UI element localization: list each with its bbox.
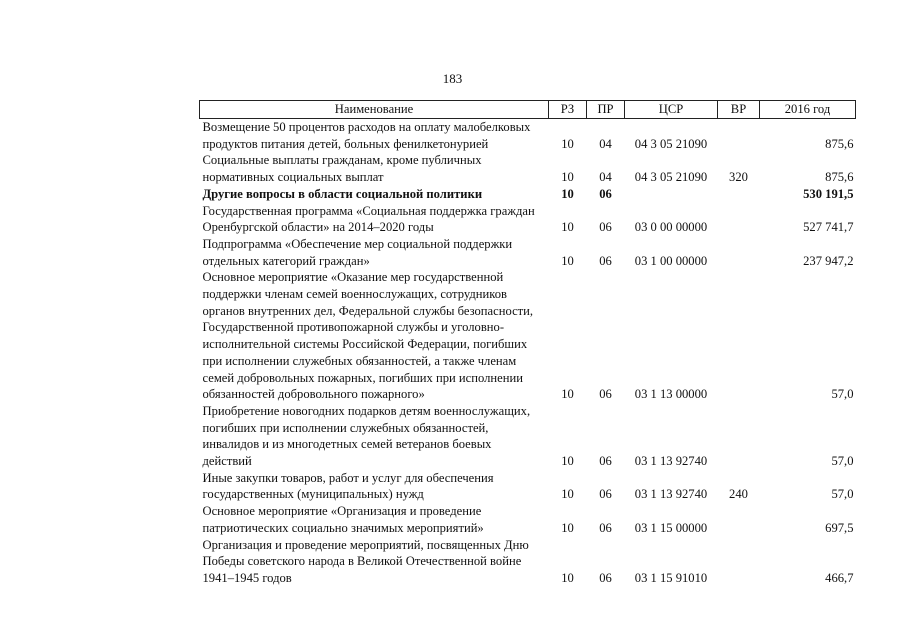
row-name-line: нормативных социальных выплат (202, 170, 384, 185)
row-rz: 10 (561, 253, 574, 268)
row-csr: 03 1 13 00000 (634, 387, 708, 402)
header-sum-2016: 2016 год (760, 101, 856, 119)
row-pr: 06 (599, 570, 612, 585)
row-name-line: при исполнении служебных обязанностей, а также членам (202, 353, 517, 368)
header-name: Наименование (200, 101, 549, 119)
row-name-line: органов внутренних дел, Федеральной службы безопасности, (202, 303, 534, 318)
row-name-line: Основное мероприятие «Оказание мер государственной (202, 270, 504, 285)
header-pr: ПР (587, 101, 625, 119)
row-csr: 04 3 05 21090 (634, 136, 708, 151)
row-sum-2016: 57,0 (831, 487, 854, 502)
row-sum-2016: 530 191,5 (803, 186, 854, 201)
row-csr: 03 1 00 00000 (634, 253, 708, 268)
row-rz: 10 (561, 170, 574, 185)
row-rz: 10 (561, 520, 574, 535)
row-pr: 04 (599, 136, 612, 151)
row-vr (718, 503, 760, 536)
row-sum-2016: 527 741,7 (803, 220, 854, 235)
row-sum-2016: 466,7 (825, 570, 854, 585)
row-name (200, 537, 549, 587)
table-body (200, 119, 856, 587)
row-name-line: погибших при исполнении служебных обязанностей, (202, 420, 489, 435)
row-name (200, 470, 549, 503)
row-pr: 06 (599, 220, 612, 235)
row-csr: 03 1 13 92740 (634, 487, 708, 502)
row-vr (718, 537, 760, 587)
row-name-line: поддержки членам семей военнослужащих, сотрудников (202, 287, 507, 302)
row-pr: 04 (599, 170, 612, 185)
row-name-line: 1941–1945 годов (202, 570, 292, 585)
row-csr (625, 186, 718, 203)
table-row (200, 269, 856, 403)
row-pr: 06 (599, 186, 612, 201)
row-rz: 10 (561, 487, 574, 502)
row-sum-2016: 237 947,2 (803, 253, 854, 268)
row-name-line: Приобретение новогодних подарков детям военнослужащих, (202, 403, 531, 418)
row-name-line: семей добровольных пожарных, погибших при исполнении (202, 370, 523, 385)
table-row (200, 203, 856, 236)
row-sum-2016: 57,0 (831, 387, 854, 402)
row-name-line: Оренбургской области» на 2014–2020 годы (202, 220, 434, 235)
row-name-line: Победы советского народа в Великой Отечественной войне (202, 554, 522, 569)
row-name-line: Государственной противопожарной службы и уголовно- (202, 320, 505, 335)
table-row (200, 503, 856, 536)
row-csr: 03 1 15 91010 (634, 570, 708, 585)
row-name (200, 236, 549, 269)
row-name-line: инвалидов и из многодетных семей ветеранов боевых (202, 437, 492, 452)
row-pr: 06 (599, 520, 612, 535)
row-csr: 03 1 15 00000 (634, 520, 708, 535)
table-row (200, 470, 856, 503)
row-name (200, 403, 549, 470)
row-name-line: продуктов питания детей, больных фенилкетонурией (202, 136, 489, 151)
row-name (200, 269, 549, 403)
row-name-line: Организация и проведение мероприятий, посвященных Дню (202, 537, 529, 552)
table-row (200, 537, 856, 587)
row-name-line: обязанностей добровольного пожарного» (202, 387, 425, 402)
header-csr: ЦСР (625, 101, 718, 119)
table-row (200, 236, 856, 269)
row-sum-2016: 875,6 (825, 136, 854, 151)
row-pr: 06 (599, 454, 612, 469)
row-name-line: Подпрограмма «Обеспечение мер социальной поддержки (202, 236, 513, 251)
row-name-line: государственных (муниципальных) нужд (202, 487, 424, 502)
row-sum-2016: 697,5 (825, 520, 854, 535)
budget-table (199, 100, 856, 587)
row-rz: 10 (561, 454, 574, 469)
row-name-line: действий (202, 454, 252, 469)
row-name (200, 186, 549, 203)
row-vr (718, 203, 760, 236)
row-sum-2016: 57,0 (831, 454, 854, 469)
row-csr: 03 0 00 00000 (634, 220, 708, 235)
row-vr (718, 186, 760, 203)
row-csr: 03 1 13 92740 (634, 454, 708, 469)
table-header-row (200, 101, 856, 119)
row-vr (718, 403, 760, 470)
row-name (200, 152, 549, 185)
row-vr: 320 (729, 170, 748, 185)
row-rz: 10 (561, 186, 574, 201)
row-name-line: Государственная программа «Социальная поддержка граждан (202, 203, 535, 218)
row-vr (718, 119, 760, 153)
row-sum-2016: 875,6 (825, 170, 854, 185)
row-rz: 10 (561, 220, 574, 235)
row-pr: 06 (599, 253, 612, 268)
row-name-line: Иные закупки товаров, работ и услуг для обеспечения (202, 470, 494, 485)
row-pr: 06 (599, 387, 612, 402)
row-vr (718, 236, 760, 269)
row-csr: 04 3 05 21090 (634, 170, 708, 185)
row-name (200, 503, 549, 536)
row-rz: 10 (561, 570, 574, 585)
row-name (200, 203, 549, 236)
row-rz: 10 (561, 387, 574, 402)
row-pr: 06 (599, 487, 612, 502)
row-vr: 240 (729, 487, 748, 502)
header-vr: ВР (718, 101, 760, 119)
row-name-line: отдельных категорий граждан» (202, 253, 370, 268)
row-name (200, 119, 549, 153)
table-row (200, 152, 856, 185)
row-rz: 10 (561, 136, 574, 151)
page-number: 183 (442, 71, 463, 86)
row-name-line: Основное мероприятие «Организация и проведение (202, 504, 482, 519)
table-row (200, 186, 856, 203)
table-row (200, 403, 856, 470)
row-vr (718, 269, 760, 403)
row-name-line: Другие вопросы в области социальной политики (202, 186, 483, 201)
row-name-line: исполнительной системы Российской Федерации, погибших (202, 337, 528, 352)
row-name-line: Социальные выплаты гражданам, кроме публичных (202, 153, 482, 168)
row-name-line: патриотических социально значимых мероприятий» (202, 520, 484, 535)
table-row (200, 119, 856, 153)
header-rz: РЗ (549, 101, 587, 119)
row-name-line: Возмещение 50 процентов расходов на оплату малобелковых (202, 120, 531, 134)
